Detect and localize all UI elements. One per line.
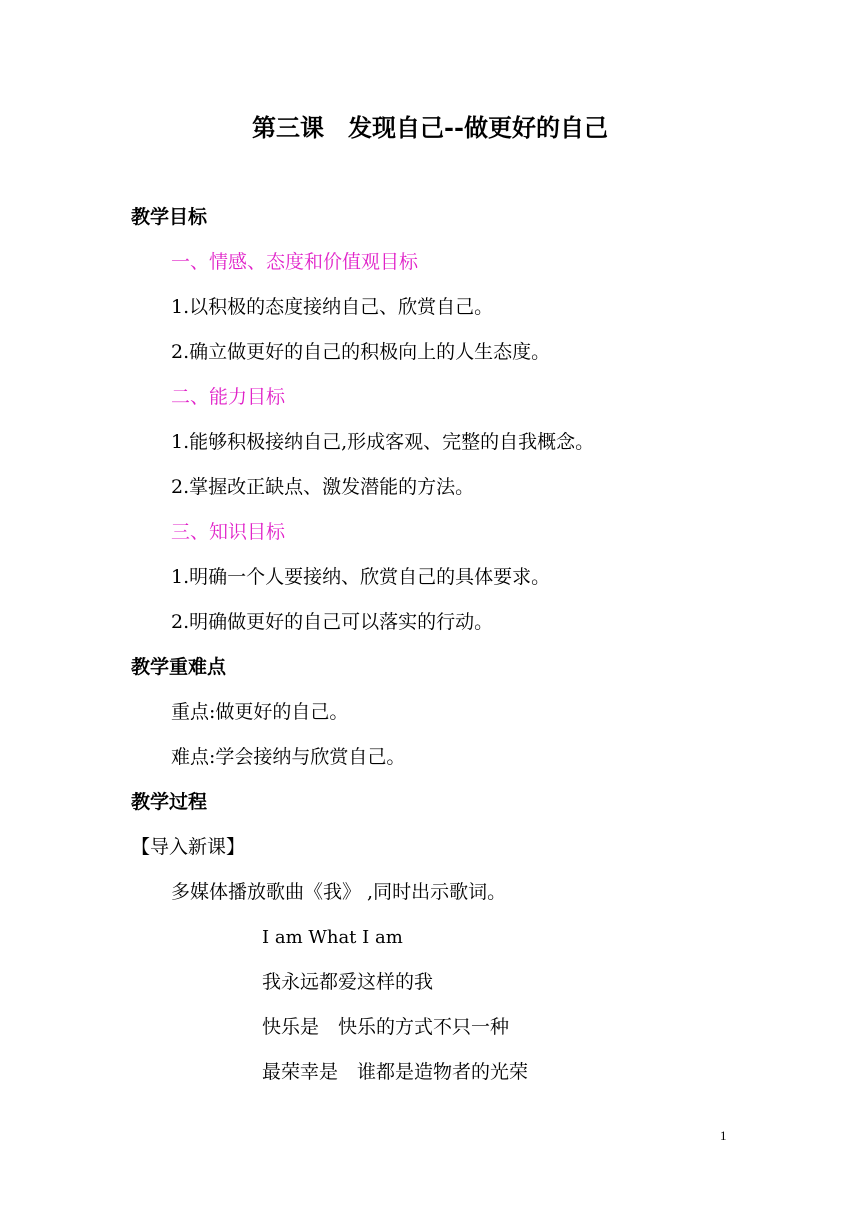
section-heading-objectives: 教学目标 — [131, 206, 208, 228]
objective-item: 2.掌握改正缺点、激发潜能的方法。 — [171, 476, 475, 498]
page-number: 1 — [720, 1128, 727, 1143]
lyric-line: 我永远都爱这样的我 — [262, 971, 434, 993]
section-heading-process: 教学过程 — [131, 791, 208, 813]
lyric-line: 快乐是 快乐的方式不只一种 — [262, 1016, 510, 1038]
lyric-line: I am What I am — [262, 927, 403, 948]
subheading-emotion-attitude-values: 一、情感、态度和价值观目标 — [171, 251, 419, 273]
objective-item: 2.确立做更好的自己的积极向上的人生态度。 — [171, 341, 551, 363]
objective-item: 2.明确做更好的自己可以落实的行动。 — [171, 611, 494, 633]
lead-in-text: 多媒体播放歌曲《我》 ,同时出示歌词。 — [171, 881, 507, 903]
objective-item: 1.以积极的态度接纳自己、欣赏自己。 — [171, 296, 494, 318]
lead-in-label: 【导入新课】 — [131, 836, 246, 858]
lyric-line: 最荣幸是 谁都是造物者的光荣 — [262, 1061, 529, 1083]
objective-item: 1.能够积极接纳自己,形成客观、完整的自我概念。 — [171, 431, 595, 453]
key-point: 重点:做更好的自己。 — [171, 701, 349, 723]
lesson-title: 第三课 发现自己--做更好的自己 — [252, 113, 608, 142]
section-heading-key-points: 教学重难点 — [131, 656, 227, 678]
subheading-ability: 二、能力目标 — [171, 386, 286, 408]
subheading-knowledge: 三、知识目标 — [171, 521, 286, 543]
difficult-point: 难点:学会接纳与欣赏自己。 — [171, 746, 406, 768]
objective-item: 1.明确一个人要接纳、欣赏自己的具体要求。 — [171, 566, 551, 588]
